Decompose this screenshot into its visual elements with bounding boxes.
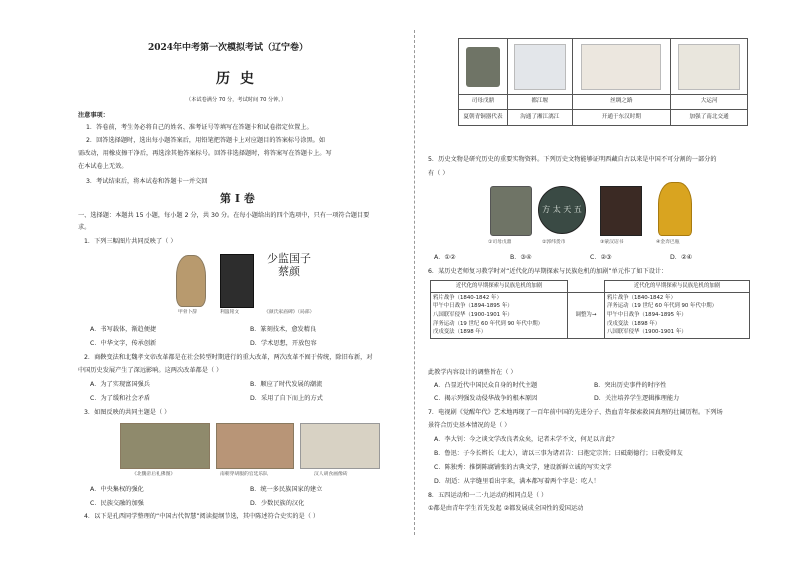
exam-title: 2024年中考第一次模拟考试（辽宁卷）	[148, 43, 309, 53]
q4-fact: 夏朝青铜器代表	[459, 110, 508, 126]
q5-option[interactable]: B．③④	[510, 254, 532, 261]
q4-image-cell	[572, 39, 671, 95]
q3-option[interactable]: C．民族交融的加强	[90, 500, 144, 507]
notice-item: 2．回答选择题时，选出每小题答案后，用铅笔把答题卡上对应题目的答案标号涂黑。如	[86, 137, 326, 144]
q7-option[interactable]: C．陈独秀：推倒陈腐铺张的古典文学，建设新鲜立诚的写实文学	[434, 464, 612, 471]
q7-option[interactable]: B．鲁迅：子今长辫长（北大），请以三事为诸君告：曰抱定宗旨；曰砥砺德行；曰敬爱师友	[434, 450, 683, 457]
q1-option[interactable]: D．学术思想，开放包容	[250, 340, 317, 347]
q4-header: 大运河	[671, 95, 748, 110]
q6-left-item: 八国联军侵华（1900-1901 年）	[433, 311, 513, 318]
q3-caption: 《北魏帝后礼佛图》	[132, 472, 176, 477]
q7-option[interactable]: A．李大钊：今之谈文学改良者众矣，记者未学不文，何足以言此？	[434, 436, 618, 443]
q4-fact: 加强了南北交通	[671, 110, 748, 126]
notice-item: 需改动，用橡皮擦干净后，再选涂其他答案标号。回答非选择题时，将答案写在答题卡上。写	[78, 150, 332, 157]
q2-option[interactable]: D．采用了自下而上的方式	[250, 395, 323, 402]
q1-stem: 1．下列三幅图片共同反映了（ ）	[84, 238, 177, 245]
q2-option[interactable]: C．为了缓和社会矛盾	[90, 395, 151, 402]
q6-right-item: 鸦片战争（1840-1842 年）	[607, 294, 676, 301]
q6-question: 此教学内容设计的调整旨在（ ）	[428, 369, 517, 376]
q6-col-right: 近代化的早期探索与民族危机的加剧	[605, 281, 750, 293]
q6-left-item: 洋务运动（19 世纪 60 年代到 90 年代中期）	[433, 320, 544, 327]
q6-col-left: 近代化的早期探索与民族危机的加剧	[431, 281, 568, 293]
q6-left-list	[431, 292, 568, 338]
q4-fact: 开通于东汉时期	[572, 110, 671, 126]
q6-option[interactable]: C．揭示列强发动侵华战争的根本原因	[434, 395, 538, 402]
q6-right-list	[605, 292, 750, 338]
q3-caption: 汉人胡食画像砖	[314, 472, 348, 477]
q8-stem: 8．五四运动和一二·九运动的相同点是（ ）	[428, 492, 548, 499]
q6-right-item: 洋务运动（19 世纪 60 年代到 90 年代中期）	[607, 303, 718, 310]
q5-option[interactable]: A．①②	[434, 254, 456, 261]
q2-option[interactable]: B．顺应了时代发展的潮流	[250, 381, 323, 388]
q6-right-item: 戊戌变法（1898 年）	[607, 320, 661, 327]
q4-image-cell	[671, 39, 748, 95]
coin-image: 方 太 天 五	[538, 186, 586, 234]
q5-caption: ①司母戊鼎	[488, 240, 512, 245]
edict-image	[600, 186, 642, 236]
q1-option[interactable]: B．篆刻技术，愈发精良	[250, 326, 317, 333]
q3-option[interactable]: B．统一多民族国家的建立	[250, 486, 323, 493]
q5-option[interactable]: C．②③	[590, 254, 612, 261]
q6-left-item: 戊戌变法（1898 年）	[433, 329, 487, 336]
q6-right-item: 八国联军侵华（1900-1901 年）	[607, 329, 687, 336]
q6-right-item: 甲午中日战争（1894-1895 年）	[607, 311, 687, 318]
q5-stem: 有（ ）	[428, 170, 449, 177]
notice-heading: 注意事项：	[78, 112, 109, 119]
q1-option[interactable]: C．中华文字，传承创新	[90, 340, 157, 347]
ding-artifact-image	[490, 186, 532, 236]
q3-caption: 南朝穿胡服的官廷乐队	[220, 472, 268, 477]
section-title: 第 I 卷	[220, 192, 255, 205]
buddha-worship-image	[120, 423, 210, 469]
q4-header: 司母戊鼎	[459, 95, 508, 110]
notice-item: 1．答卷前，考生务必将自己的姓名、准考证号等填写在答题卡和试卷指定位置上。	[86, 124, 313, 131]
q5-caption: ②郭纬货币	[542, 240, 566, 245]
q6-stem: 6．某历史老师复习教学时对“近代化的早期探索与民族危机的加剧”单元作了如下设计：	[428, 268, 668, 275]
q7-stem: 7．电视剧《觉醒年代》艺术地再现了一百年前中国的先进分子、热血青年探索救国真理的壮阔历程。下列场	[428, 409, 723, 416]
column-divider	[414, 30, 415, 535]
q6-adjust-label: 调整为→	[568, 292, 605, 338]
q1-caption: 《颜氏家庙碑》（局部）	[264, 310, 315, 315]
q4-table	[458, 38, 748, 126]
q8-items: ①都是由青年学生首先发起 ②都发展成全国性的爱国运动	[428, 505, 584, 512]
q2-option[interactable]: A．为了实现富国强兵	[90, 381, 150, 388]
subject-title: 历史	[216, 71, 264, 87]
golden-vase-image	[658, 182, 692, 236]
q1-caption: 甲骨卜辞	[178, 310, 198, 315]
ding-image	[466, 47, 500, 87]
bronze-inscription-image	[220, 254, 254, 308]
section-instruction: 求。	[78, 224, 91, 231]
q5-caption: ③蒙汉诏书	[600, 240, 624, 245]
q2-stem: 中国历史发展产生了深远影响。这两次改革都是（ ）	[78, 367, 223, 374]
q6-option[interactable]: B．突出历史事件的时序性	[594, 382, 667, 389]
notice-item: 在本试卷上无效。	[78, 163, 128, 170]
q4-header: 丝绸之路	[572, 95, 671, 110]
notice-item: 3．考试结束后，将本试卷和答题卡一并交回	[86, 178, 208, 185]
q6-left-item: 鸦片战争（1840-1842 年）	[433, 294, 502, 301]
q4-fact: 沟通了湘江漓江	[507, 110, 572, 126]
court-band-image	[216, 423, 294, 469]
grand-canal-map	[678, 44, 740, 90]
brick-relief-image	[300, 423, 380, 469]
silk-road-map	[581, 44, 661, 90]
exam-info: （本试卷满分 70 分，考试时间 70 分钟。）	[186, 97, 287, 103]
q6-option[interactable]: A．凸显近代中国民众自身的时代主题	[434, 382, 538, 389]
q4-stem: 4．以下是孔西同学整理的“中国古代智慧”阅读提纲节选，其中陈述符合史实的是（ ）	[84, 513, 320, 520]
section-instruction: 一、选择题：本题共 15 小题，每小题 2 分，共 30 分。在每小题给出的四个选项中，只有一项符合题目要	[78, 212, 370, 219]
q5-caption: ④金奔巴瓶	[656, 240, 680, 245]
q7-option[interactable]: D．胡适：从字缝里看出字来，满本都写着两个字是：吃人！	[434, 478, 600, 485]
q1-option[interactable]: A．书写载体，渐趋便捷	[90, 326, 157, 333]
q4-image-cell	[459, 39, 508, 95]
q6-spacer	[568, 281, 605, 293]
q4-header: 都江堰	[507, 95, 572, 110]
calligraphy-image: 少监国子蔡颜	[264, 252, 314, 304]
q6-option[interactable]: D．关注培养学生逻辑推理能力	[594, 395, 680, 402]
q7-stem: 景符合历史基本情况的是（ ）	[428, 422, 511, 429]
dujiangyan-map	[514, 44, 566, 90]
right-column	[424, 0, 754, 562]
q4-image-cell	[507, 39, 572, 95]
q5-option[interactable]: D．②④	[670, 254, 693, 261]
oracle-bone-image	[176, 255, 206, 307]
q1-caption: 利簋铭文	[220, 310, 240, 315]
q6-table	[430, 280, 750, 339]
q6-left-item: 甲午中日战争（1894-1895 年）	[433, 303, 513, 310]
q3-option[interactable]: D．少数民族的汉化	[250, 500, 305, 507]
q5-stem: 5．历史文物是研究历史的重要实物资料。下列历史文物能够证明西藏自古以来是中国不可分割的一部分的	[428, 156, 717, 163]
q3-option[interactable]: A．中央集权的强化	[90, 486, 144, 493]
q3-stem: 3．如图反映的共同主题是（ ）	[84, 409, 171, 416]
q2-stem: 2．商鞅变法和北魏孝文帝改革都是在社会转型时期进行的重大改革，两次改革不囿于传统，除旧布新，对	[84, 354, 373, 361]
left-column	[78, 0, 408, 562]
